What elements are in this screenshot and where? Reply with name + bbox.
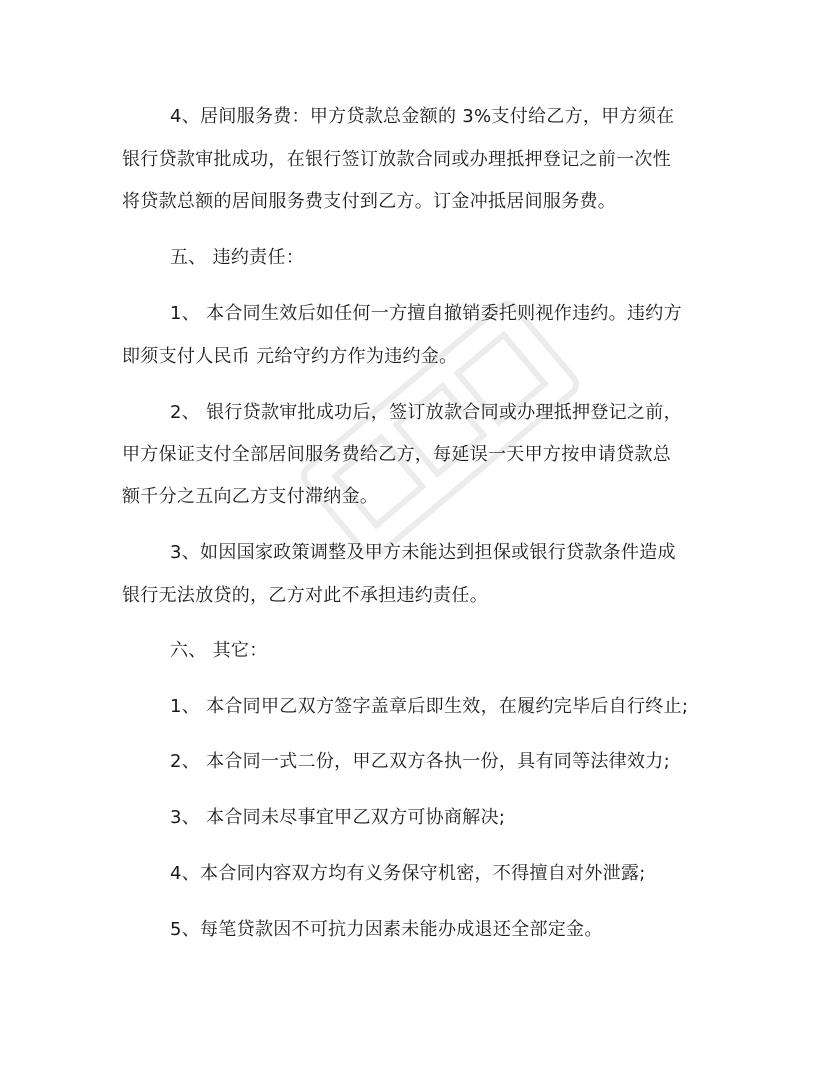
list-item-3: 3、 本合同未尽事宜甲乙双方可协商解决;: [170, 807, 506, 828]
text-line-6: 2、 银行贷款审批成功后，签订放款合同或办理抵押登记之前，: [170, 402, 682, 423]
text-line-8: 额千分之五向乙方支付滞纳金。: [122, 486, 379, 507]
text-line-5: 即须支付人民币 元给守约方作为违约金。: [122, 346, 458, 367]
text-line-10: 银行无法放贷的，乙方对此不承担违约责任。: [122, 585, 488, 606]
section-heading-5: 五、 违约责任：: [170, 247, 305, 268]
text-line-3: 将贷款总额的居间服务费支付到乙方。订金冲抵居间服务费。: [122, 191, 617, 212]
text-line-7: 甲方保证支付全部居间服务费给乙方，每延误一天甲方按申请贷款总: [122, 444, 671, 465]
list-item-2: 2、 本合同一式二份，甲乙双方各执一份，具有同等法律效力;: [170, 751, 670, 772]
text-line-9: 3、如因国家政策调整及甲方未能达到担保或银行贷款条件造成: [170, 542, 676, 563]
text-line-1: 4、居间服务费：甲方贷款总金额的 3%支付给乙方，甲方须在: [170, 106, 675, 127]
watermark-logo: [294, 294, 586, 566]
text-line-4: 1、 本合同生效后如任何一方擅自撤销委托则视作违约。违约方: [170, 303, 682, 324]
list-item-5: 5、每笔贷款因不可抗力因素未能办成退还全部定金。: [170, 919, 603, 940]
text-line-2: 银行贷款审批成功，在银行签订放款合同或办理抵押登记之前一次性: [122, 149, 671, 170]
list-item-1: 1、 本合同甲乙双方签字盖章后即生效，在履约完毕后自行终止;: [170, 696, 689, 717]
section-heading-6: 六、 其它：: [170, 640, 268, 661]
list-item-4: 4、本合同内容双方均有义务保守机密，不得擅自对外泄露;: [170, 863, 646, 884]
